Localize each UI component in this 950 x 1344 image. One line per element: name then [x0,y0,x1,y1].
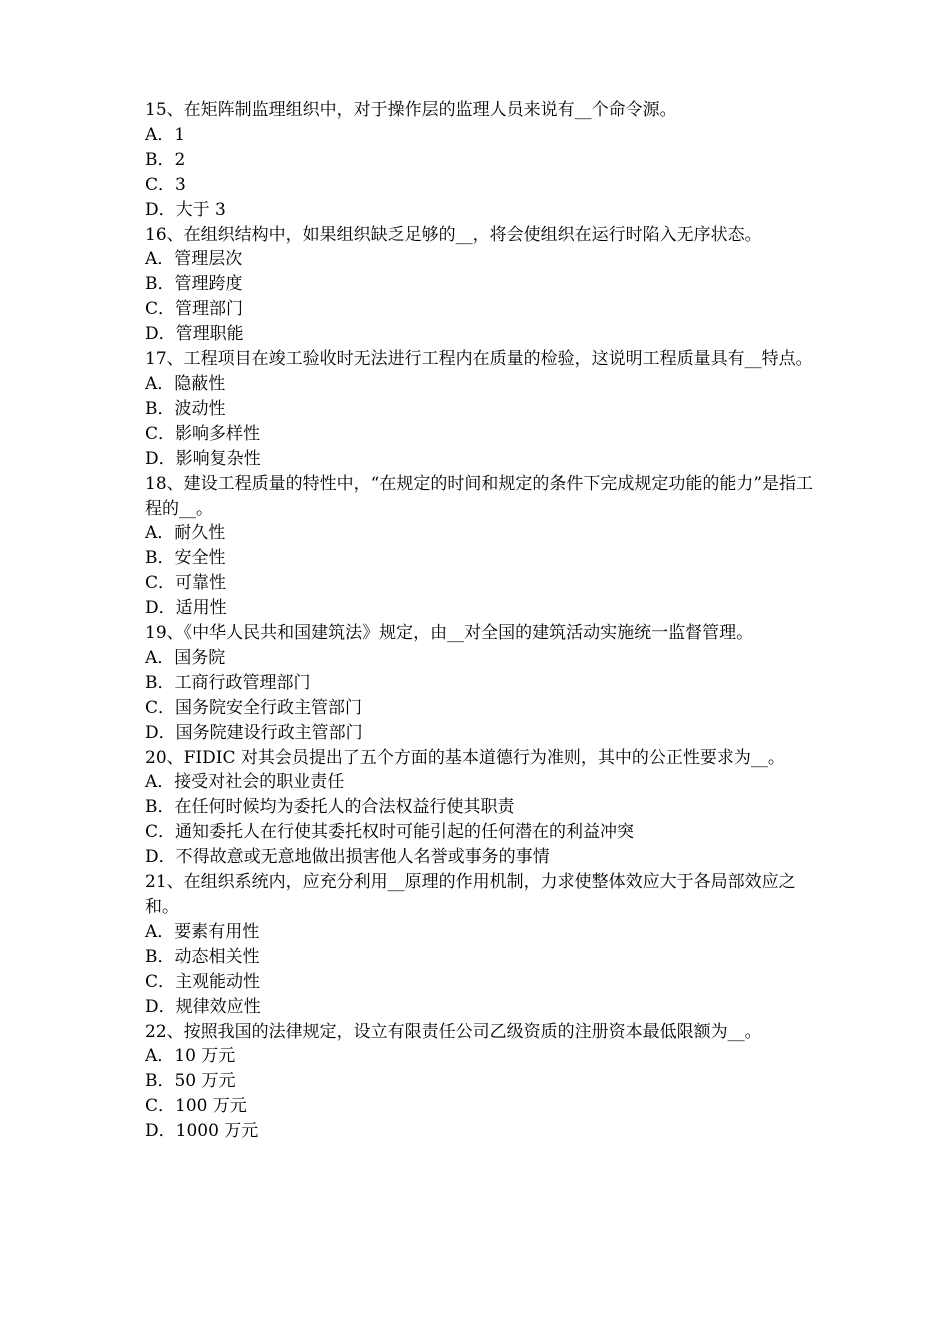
option-a: A．接受对社会的职业责任 [145,772,345,793]
option-a: A．耐久性 [145,523,226,544]
option-c: C．3 [145,174,186,195]
option-b: B．在任何时候均为委托人的合法权益行使其职责 [145,797,515,818]
option-a: A．要素有用性 [145,921,260,942]
question-list [145,98,815,1144]
question-text: 18、建设工程质量的特性中，“在规定的时间和规定的条件下完成规定功能的能力”是指工程的__。 [145,473,814,519]
question-19 [145,621,815,746]
option-c: C．100 万元 [145,1096,247,1117]
question-text: 15、在矩阵制监理组织中，对于操作层的监理人员来说有__个命令源。 [145,100,677,120]
option-d: D．国务院建设行政主管部门 [145,722,363,743]
question-20 [145,746,815,871]
option-a: A．10 万元 [145,1046,236,1067]
option-b: B．波动性 [145,398,226,419]
option-a: A．隐蔽性 [145,373,226,394]
question-text: 16、在组织结构中，如果组织缺乏足够的__，将会使组织在运行时陷入无序状态。 [145,224,762,245]
question-17 [145,347,815,472]
option-d: D．1000 万元 [145,1121,259,1142]
question-22 [145,1020,815,1145]
option-c: C．影响多样性 [145,423,261,444]
option-d: D．影响复杂性 [145,448,261,469]
question-16 [145,223,815,348]
option-b: B．工商行政管理部门 [145,672,311,693]
option-b: B．管理跨度 [145,274,243,295]
option-b: B．50 万元 [145,1071,236,1092]
option-a: A．1 [145,124,186,145]
option-d: D．适用性 [145,598,227,619]
option-c: C．通知委托人在行使其委托权时可能引起的任何潜在的利益冲突 [145,822,635,843]
option-c: C．管理部门 [145,299,244,320]
option-d: D．大于 3 [145,199,226,220]
option-b: B．2 [145,149,186,170]
option-d: D．规律效应性 [145,996,261,1017]
question-text: 19、《中华人民共和国建筑法》规定，由__对全国的建筑活动实施统一监督管理。 [145,623,754,644]
question-18 [145,472,815,621]
option-b: B．安全性 [145,548,226,569]
question-text: 17、工程项目在竣工验收时无法进行工程内在质量的检验，这说明工程质量具有__特点。 [145,349,813,370]
question-21 [145,870,815,1019]
option-d: D．不得故意或无意地做出损害他人名誉或事务的事情 [145,847,550,868]
question-text: 22、按照我国的法律规定，设立有限责任公司乙级资质的注册资本最低限额为__。 [145,1021,762,1042]
option-c: C．主观能动性 [145,971,261,992]
option-c: C．国务院安全行政主管部门 [145,697,363,718]
question-15 [145,98,815,223]
option-a: A．国务院 [145,647,226,668]
question-text: 20、FIDIC 对其会员提出了五个方面的基本道德行为准则，其中的公正性要求为__。 [145,747,785,768]
option-c: C．可靠性 [145,573,227,594]
option-b: B．动态相关性 [145,946,260,967]
option-d: D．管理职能 [145,324,244,345]
option-a: A．管理层次 [145,249,243,270]
question-text: 21、在组织系统内，应充分利用__原理的作用机制，力求使整体效应大于各局部效应之和。 [145,872,796,917]
